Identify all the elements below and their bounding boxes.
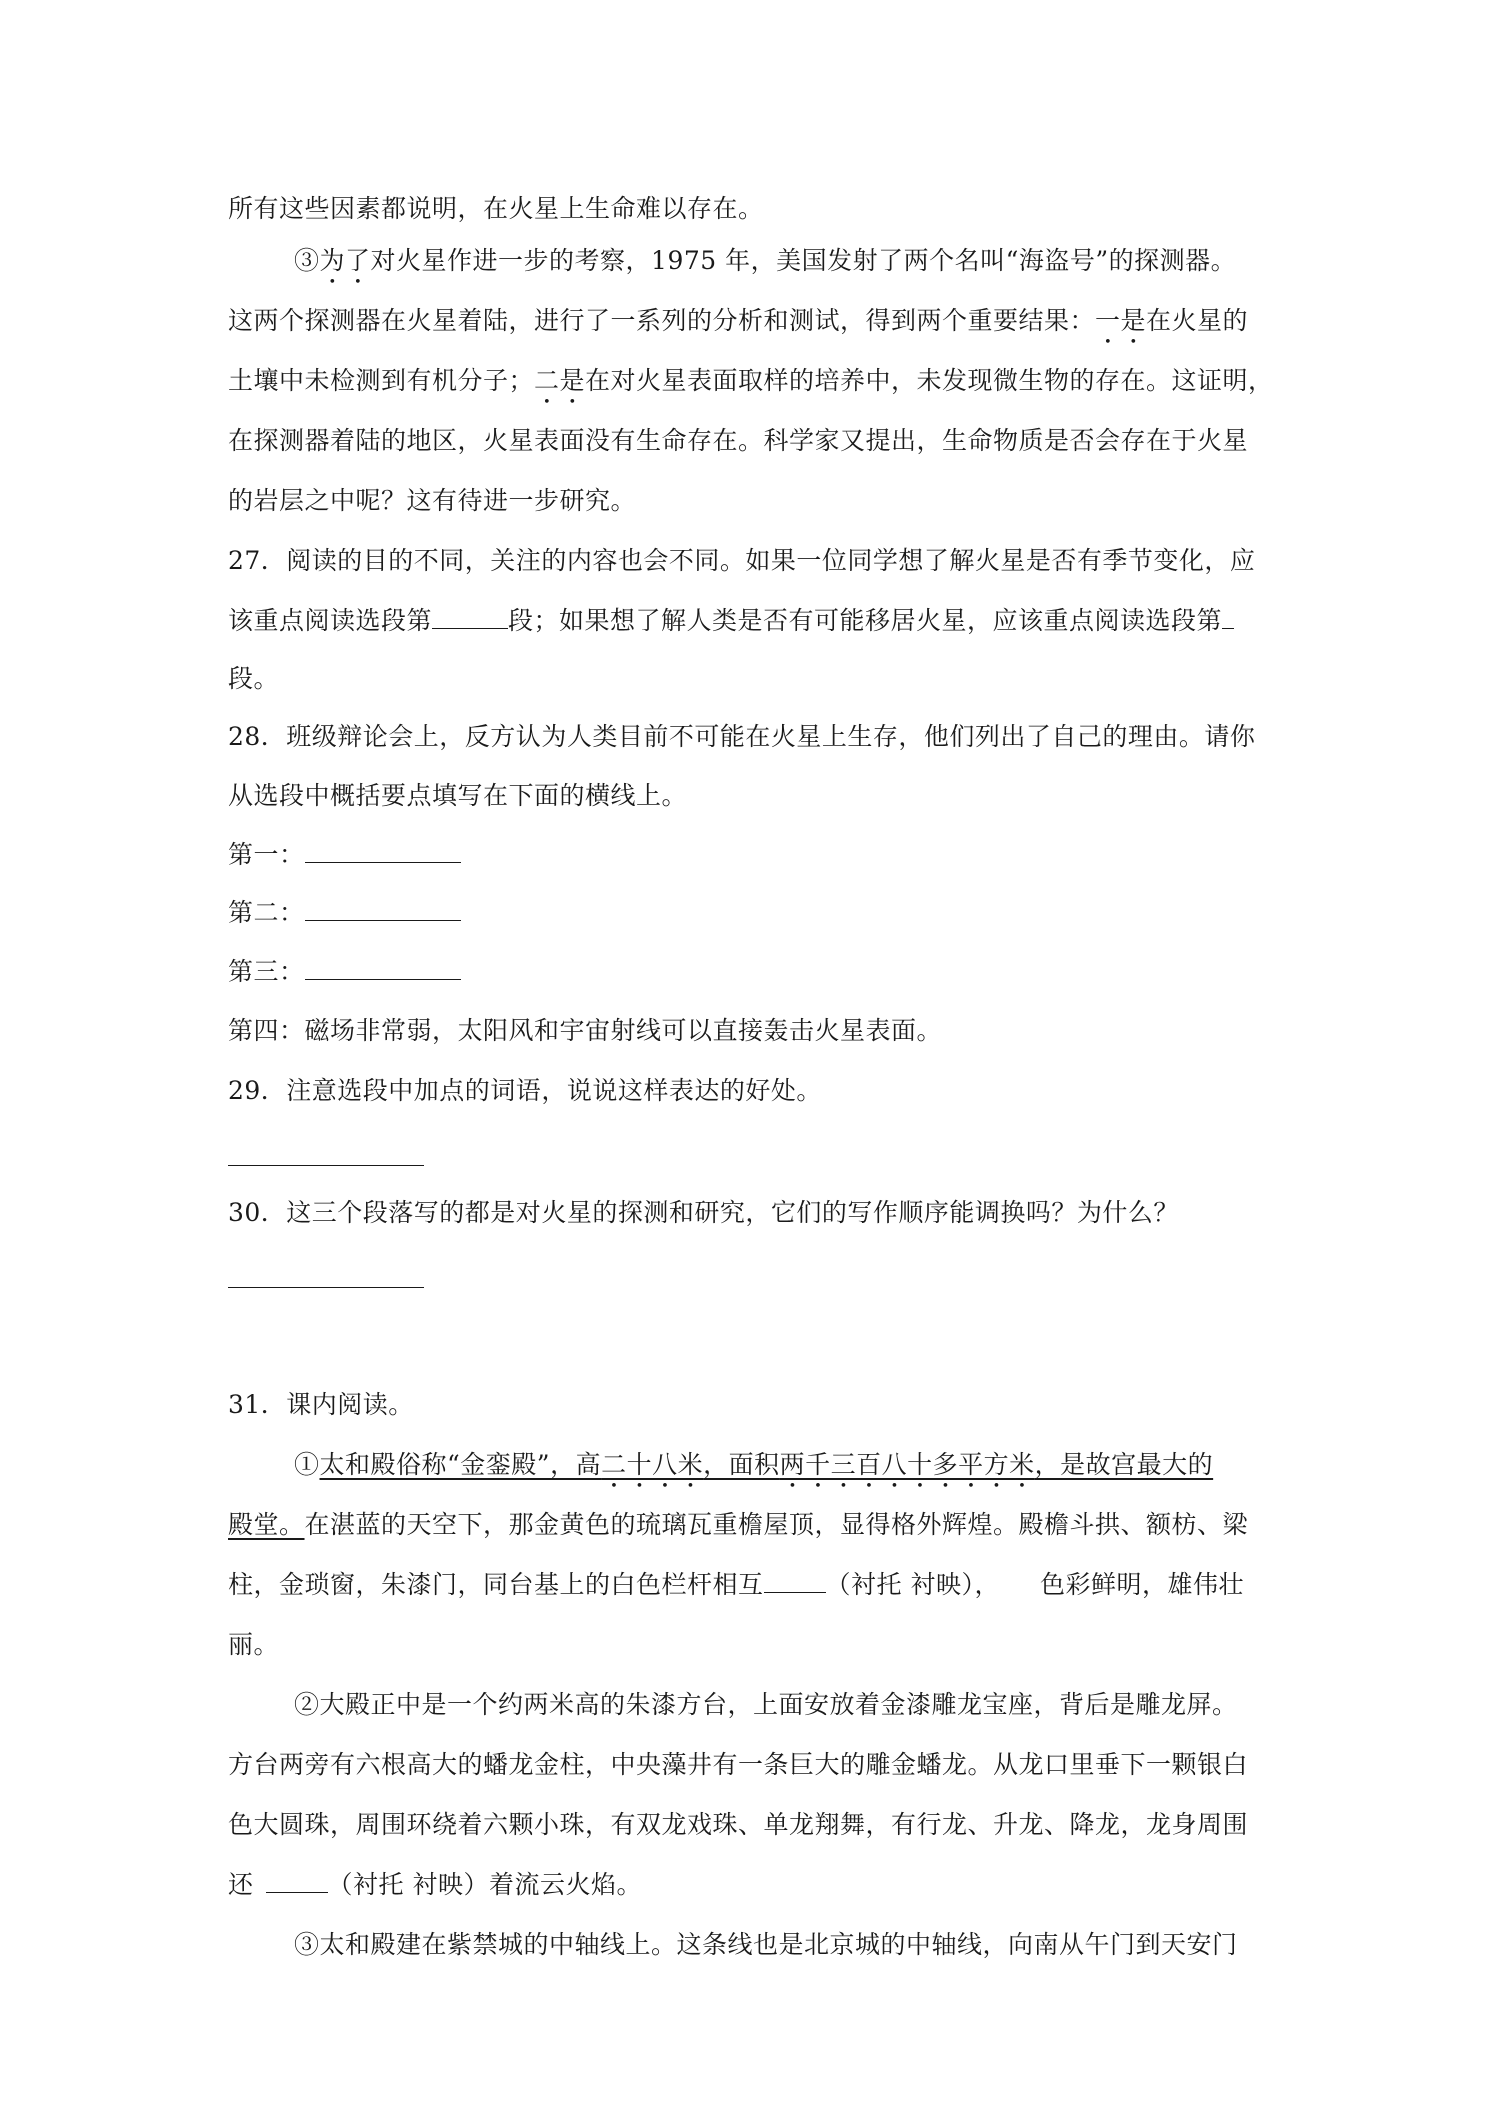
- underlined-text: 殿堂。: [228, 1510, 305, 1539]
- text: 土壤中未检测到有机分子；: [228, 366, 535, 395]
- answer-blank-28-third[interactable]: [305, 955, 461, 980]
- palace-paragraph-2-line-3: 色大圆珠，周围环绕着六颗小珠，有双龙戏珠、单龙翔舞，有行龙、升龙、降龙，龙身周围: [228, 1810, 1249, 1839]
- answer-blank-28-first[interactable]: [305, 838, 461, 863]
- mars-paragraph-3-line-2: [228, 304, 1268, 350]
- text: 在湛蓝的天空下，那金黄色的琉璃瓦重檐屋顶，显得格外辉煌。殿檐斗拱、额枋、梁: [304, 1510, 1249, 1539]
- question-30: 30．这三个段落写的都是对火星的探测和研究，它们的写作顺序能调换吗？为什么？: [228, 1198, 1179, 1227]
- underlined-text: ，面积: [703, 1450, 780, 1479]
- question-28-line-2: 从选段中概括要点填写在下面的横线上。: [228, 781, 688, 810]
- label: 第一：: [228, 840, 305, 869]
- dotted-underlined-text: 二十八米: [601, 1450, 704, 1479]
- mars-paragraph-3-line-5: 的岩层之中呢？这有待进一步研究。: [228, 486, 637, 515]
- text: （衬托 衬映），: [825, 1570, 1000, 1599]
- text: 在火星的: [1146, 306, 1249, 335]
- label: 第三：: [228, 957, 305, 986]
- question-27-line-2: [228, 604, 1268, 638]
- dotted-underlined-text: 两千三百八十多平方米: [779, 1450, 1035, 1479]
- answer-blank-27a[interactable]: [432, 604, 508, 629]
- question-29: 29．注意选段中加点的词语，说说这样表达的好处。: [228, 1076, 822, 1105]
- text: 柱，金琐窗，朱漆门，同台基上的白色栏杆相互: [228, 1570, 764, 1599]
- question-27-line-3: 段。: [228, 664, 280, 693]
- mars-paragraph-3-line-4: 在探测器着陆的地区，火星表面没有生命存在。科学家又提出，生命物质是否会存在于火星: [228, 426, 1249, 455]
- answer-blank-28-second[interactable]: [305, 896, 461, 921]
- text: 对火星作进一步的考察，1975 年，美国发射了两个名叫“海盗号”的探测器。: [370, 246, 1237, 275]
- palace-paragraph-3-line-1: ③太和殿建在紫禁城的中轴线上。这条线也是北京城的中轴线，向南从午门到天安门: [294, 1930, 1238, 1959]
- palace-paragraph-1-line-4: 丽。: [228, 1630, 280, 1659]
- text: 在对火星表面取样的培养中，未发现微生物的存在。这证明，: [585, 366, 1274, 395]
- palace-paragraph-1-line-3: [228, 1568, 1268, 1602]
- mars-paragraph-2-end: 所有这些因素都说明，在火星上生命难以存在。: [228, 194, 764, 223]
- underlined-text: 太和殿俗称“金銮殿”，高: [319, 1450, 602, 1479]
- question-28-line-1: 28．班级辩论会上，反方认为人类目前不可能在火星上生存，他们列出了自己的理由。请你: [228, 722, 1256, 751]
- text: 还: [228, 1870, 254, 1899]
- dotted-word: 二是: [534, 366, 586, 395]
- question-28-third: [228, 955, 1268, 989]
- question-28-second: [228, 896, 1268, 930]
- text: （衬托 衬映）着流云火焰。: [327, 1870, 642, 1899]
- question-31-title: 31．课内阅读。: [228, 1390, 414, 1419]
- palace-paragraph-1-line-2: [228, 1508, 1268, 1542]
- mars-paragraph-3-line-1: [294, 244, 1268, 290]
- dotted-word: 一是: [1095, 306, 1147, 335]
- answer-blank-31a[interactable]: [764, 1568, 826, 1593]
- question-27-line-1: 27．阅读的目的不同，关注的内容也会不同。如果一位同学想了解火星是否有季节变化，应: [228, 546, 1256, 575]
- dotted-word: 为了: [319, 246, 371, 275]
- underlined-text: ，是故宫最大的: [1034, 1450, 1214, 1479]
- question-28-fourth: 第四：磁场非常弱，太阳风和宇宙射线可以直接轰击火星表面。: [228, 1016, 943, 1045]
- text: ③: [294, 246, 320, 275]
- palace-paragraph-2-line-4: [228, 1868, 1268, 1902]
- text: 该重点阅读选段第: [228, 606, 433, 635]
- answer-line-30[interactable]: [228, 1287, 424, 1288]
- text: 这两个探测器在火星着陆，进行了一系列的分析和测试，得到两个重要结果：: [228, 306, 1096, 335]
- question-28-first: [228, 838, 1268, 872]
- text: ①: [294, 1450, 320, 1479]
- text: 色彩鲜明，雄伟壮: [1039, 1570, 1244, 1599]
- palace-paragraph-1-line-1: [294, 1448, 1268, 1494]
- mars-paragraph-3-line-3: [228, 364, 1274, 410]
- answer-blank-27b[interactable]: [1222, 604, 1234, 629]
- palace-paragraph-2-line-1: ②大殿正中是一个约两米高的朱漆方台，上面安放着金漆雕龙宝座，背后是雕龙屏。: [294, 1690, 1238, 1719]
- label: 第二：: [228, 898, 305, 927]
- text: 段；如果想了解人类是否有可能移居火星，应该重点阅读选段第: [508, 606, 1223, 635]
- palace-paragraph-2-line-2: 方台两旁有六根高大的蟠龙金柱，中央藻井有一条巨大的雕金蟠龙。从龙口里垂下一颗银白: [228, 1750, 1249, 1779]
- answer-line-29[interactable]: [228, 1165, 424, 1166]
- answer-blank-31b[interactable]: [266, 1868, 328, 1893]
